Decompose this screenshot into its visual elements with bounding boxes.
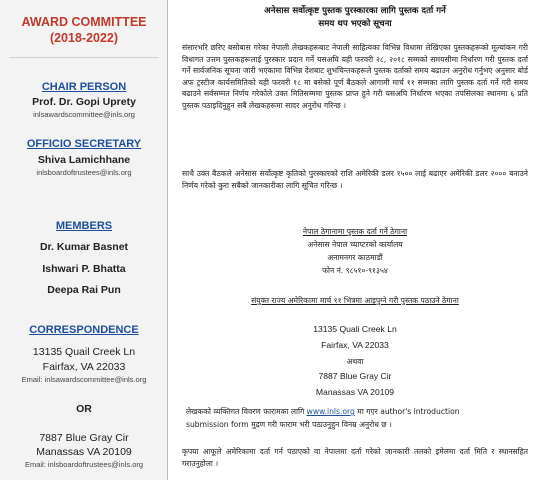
- notice-paragraph: संसारभरि छरिए बसोबास गरेका नेपाली लेखकहरूबाट नेपाली साहित्यका विभिन्न विधामा लेखिएका पुस्तकहरूको मूल्यांकन गरी विधागत उत्तम पुस्तकहरूलाई पुरस्कार प्रदान गर्ने यसअघि यही फरवरी २८, २०१८ सम्मको समयसीमा निर्धारण गरी पुस्तक दर्ता गर्ने सार्वजनिक सूचना जारी भएकामा विभिन्न देशबाट शुभचिन्तकहरूले पुस्तक दर्ताको समय बढाउन अनुरोध गर्नुभए अनुसार बोर्ड अफ ट्रस्टीज कार्यसमितिको यही फरवरी १८ मा बसेको पूर्ण बैठकले आगामी मार्च ११ सम्मका लागि पुस्तक दर्ता गर्ने गरी समय बढाउने सर्वसम्मत निर्णय गरेकोले उक्त मितिसम्ममा पुस्तक प्राप्त हुने गरी यसअघि निर्धारण भएका तपसिलका स्थानमा ६ प्रति पुस्तक पठाइदिनुहुन सबै लेखकहरूमा सादर अनुरोध गरिन्छ ।: [182, 43, 528, 110]
- or-label: OR: [76, 403, 92, 415]
- usa-address-line: Fairfax, VA 22033: [321, 340, 389, 350]
- note-text: लेखकको व्यक्तिगत विवरण फारामका लागि: [186, 407, 305, 416]
- author-form-note-line2: submission form मुद्रण गरी फाराम भरी पठाउनुहुन विनम्र अनुरोध छ ।: [186, 420, 392, 429]
- nepal-address-heading: नेपाल ठेगानामा पुस्तक दर्ता गर्ने ठेगाना: [302, 227, 408, 236]
- address-line: Manassas VA 20109: [36, 446, 132, 458]
- notice-title: अनेसास सर्वोत्कृष्ट पुस्तक पुरस्कारका लागि पुस्तक दर्ता गर्ने: [264, 6, 446, 16]
- address-line: 7887 Blue Gray Cir: [39, 432, 129, 444]
- sidebar: [0, 0, 168, 480]
- correspondence-email[interactable]: Email: inlsboardoftrustees@inls.org: [24, 460, 144, 469]
- member-name: Deepa Rai Pun: [47, 284, 121, 296]
- member-name: Dr. Kumar Basnet: [39, 241, 129, 253]
- committee-title: AWARD COMMITTEE: [21, 15, 147, 29]
- notice-content: [176, 0, 534, 480]
- usa-or-label: अथवा: [346, 357, 364, 366]
- usa-address-heading: संयुक्त राज्य अमेरिकामा मार्च ११ भित्रमा आइपुग्ने गरी पुस्तक पठाउने ठेगाना: [251, 296, 459, 305]
- correspondence-heading: CORRESPONDENCE: [29, 324, 139, 336]
- officio-email[interactable]: inlsboardoftrustees@inls.org: [36, 168, 132, 177]
- chair-email[interactable]: inlsawardscommittee@inls.org: [33, 110, 135, 119]
- usa-address-line: Manassas VA 20109: [315, 387, 395, 397]
- correspondence-email[interactable]: Email: inlsawardscommittee@inls.org: [21, 375, 147, 384]
- usa-address-line: 13135 Quali Creek Ln: [313, 324, 397, 334]
- committee-years: (2018-2022): [49, 31, 119, 45]
- notice-subtitle: समय थप भएको सूचना: [318, 19, 392, 29]
- nepal-address-line: अनेसास नेपाल च्याप्टरको कार्यालय: [307, 240, 403, 249]
- members-heading: MEMBERS: [55, 220, 113, 232]
- officio-name: Shiva Lamichhane: [37, 154, 131, 166]
- footer-note: कृपया आफूले अमेरिकामा दर्ता गर्न पठाएको वा नेपालमा दर्ता गरेको जानकारी तलको इमेलमा दर्ता मिति र स्थानसहित गराउनुहोला ।: [182, 447, 528, 468]
- address-line: Fairfax, VA 22033: [42, 361, 126, 373]
- member-name: Ishwari P. Bhatta: [42, 263, 126, 275]
- chair-name: Prof. Dr. Gopi Uprety: [32, 96, 136, 108]
- notice-paragraph: साथै उक्त बैठकले अनेसास सर्वोत्कृष्ट कृतिको पुरस्कारको राशि अमेरिकी डलर १५०० लाई बढाएर अमेरिकी डलर २००० बनाउने निर्णय गरेको कुरा सबैको जानकारीका लागि सूचित गरिन्छ ।: [182, 169, 528, 190]
- address-line: 13135 Quail Creek Ln: [32, 346, 136, 358]
- nepal-address-line: अनामनगर काठमाडौं: [327, 253, 383, 262]
- author-form-note: [186, 406, 532, 418]
- nepal-phone: फोन नं. ९८५१०-९१३५४: [322, 266, 388, 275]
- sidebar-divider: [9, 57, 159, 58]
- inls-website-link[interactable]: www.inls.org: [306, 407, 355, 416]
- chair-heading: CHAIR PERSON: [41, 81, 127, 93]
- officio-heading: OFFICIO SECRETARY: [26, 138, 142, 150]
- note-text: मा गएर author's introduction: [357, 407, 460, 416]
- usa-address-line: 7887 Blue Gray Cir: [318, 371, 392, 381]
